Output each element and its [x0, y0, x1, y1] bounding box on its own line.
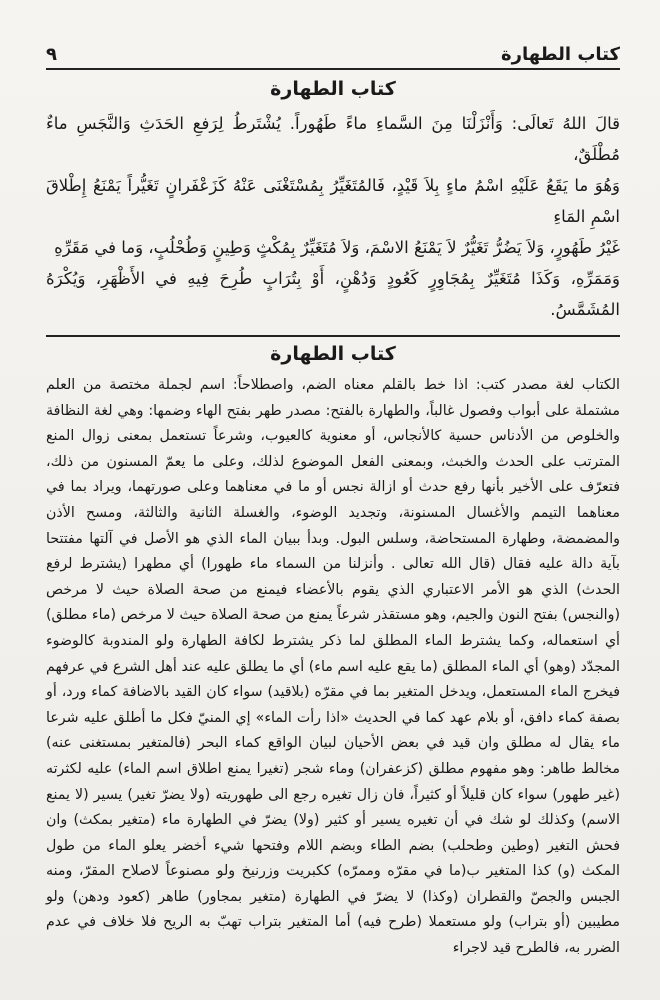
section-divider	[46, 335, 620, 337]
matn-line: قالَ اللهُ تَعالَى: وَأَنْزَلْنَا مِنَ السَّماءِ ماءً طَهُوراً. يُشْتَرطُ لِرَفعِ الحَدَثِ وَالنَّجَسِ ماءٌ مُطْلَقٌ،	[46, 114, 620, 164]
matn-text	[46, 108, 620, 325]
matn-line: وَهُوَ ما يَقَعُ عَلَيْهِ اسْمُ ماءٍ بِلاَ قَيْدٍ، فَالمُتَغَيِّرُ بِمُسْتَغْنَى عَنْهُ كَزَعْفَرانٍ تَغَيُّراً يَمْنَعُ إِطْلاقَ اسْمِ المَاءِ	[46, 176, 620, 226]
matn-line: غَيْرُ طَهُورٍ، وَلاَ يَضُرُّ تَغَيُّرٌ لاَ يَمْنَعُ الاسْمَ، وَلاَ مُتَغَيِّرٌ بِمُكْثٍ وَطِينٍ وَطُحْلُبٍ، وَما في مَقَرِّهِ	[54, 238, 620, 257]
running-header	[46, 44, 620, 70]
sharh-heading: كتاب الطهارة	[270, 343, 396, 365]
matn-line: وَمَمَرِّهِ، وَكَذَا مُتَغَيِّرٌ بِمُجَاوِرٍ كَعُودٍ وَدُهْنٍ، أَوْ بِتُرَابٍ طُرِحَ فِيهِ في الأَظْهَرِ، وَيُكْرَهُ المُشَمَّسُ.	[46, 269, 620, 319]
page-number: ٩	[46, 44, 57, 65]
sharh-paragraph: الكتاب لغة مصدر كتب: اذا خط بالقلم معناه الضم، واصطلاحاً: اسم لجملة مختصة من العلم مشتملة على أبواب وفصول غالباً، والطهارة بالفتح: مصدر طهر بفتح الهاء وضمها: وهي لغة النظافة والخلوص من الأدناس حسية كالأنجاس، أو معنوية كالعيوب، وشرعاً تستعمل بمعنى زوال المنع المترتب على الحدث والخبث، وبمعنى الفعل الموضوع لذلك، وعلى ما يعمّ المسنون من ذلك، فتعرّف على الأخير بأنها رفع حدث أو ازالة نجس أو ما في معناهما وعلى صورتهما، ويراد بما في معناهما التيمم والأغسال المسنونة، وتجديد الوضوء، والغسلة الثانية والثالثة، ومسح الأذن والمضمضة، وطهارة المستحاضة، وسلس البول. وبدأ ببيان الماء الذي هو الأصل في آلتها مفتتحا بآية دالة عليه فقال (قال الله تعالى . وأنزلنا من السماء ماء طهورا) أي مطهرا (يشترط لرفع الحدث) الذي هو الأمر الاعتباري الذي يقوم بالأعضاء فيمنع من صحة الصلاة حيث لا مرخص (والنجس) بفتح النون والجيم، وهو مستقذر شرعاً يمنع من صحة الصلاة حيث لا مرخص (ماء مطلق) أي استعماله، وكما يشترط الماء المطلق لما ذكر يشترط لكافة الطهارة ولو المندوبة كالوضوء المجدّد (وهو) أي الماء المطلق (ما يقع عليه اسم ماء) أي ما يطلق عليه عند أهل الشرع في عرفهم فيخرج الماء المستعمل، ويدخل المتغير بما في مقرّه (بلاقيد) سواء كان القيد بالاضافة كماء ورد، أو بصفة كماء دافق، أو بلام عهد كما في الحديث «اذا رأت الماء» إي المنيّ فكل ما أطلق عليه شرعا ماء يقال له مطلق وان قيد في بعض الأحيان لبيان الواقع كماء البحر (فالمتغير بمستغنى عنه) مخالط طاهر: وهو مفهوم مطلق (كزعفران) وماء شجر (تغيرا يمنع اطلاق اسم الماء) عليه لكثرته (غير طهور) سواء كان قليلاً أو كثيراً، فان زال تغيره رجع الى طهوريته (ولا يضرّ تغير) يسير (لا يمنع الاسم) وكذلك لو شك في أن تغيره يسير أو كثير (ولا) يضرّ في الطهارة ماء (متغير بمكث) وان فحش التغير (وطين وطحلب) بضم الطاء وبضم اللام وفتحها شيء أخضر يعلو الماء من طول المكث (و) كذا المتغير ب(ما في مقرّه وممرّه) ككبريت وزرنيخ ولو مصنوعاً لاصلاح المقرّ، ومنه الجبس والجصّ والقطران (وكذا) لا يضرّ في الطهارة (متغير بمجاور) طاهر (كعود ودهن) ولو مطيبين (أو بتراب) ولو مستعملا (طرح فيه) أما المتغير بتراب تهبّ به الريح فلا خلاف في عدم الضرر به، فالطرح قيد لاجراء	[46, 377, 620, 957]
running-header-title: كتاب الطهارة	[500, 44, 620, 65]
matn-heading: كتاب الطهارة	[270, 78, 396, 100]
sharh-text	[46, 373, 620, 962]
